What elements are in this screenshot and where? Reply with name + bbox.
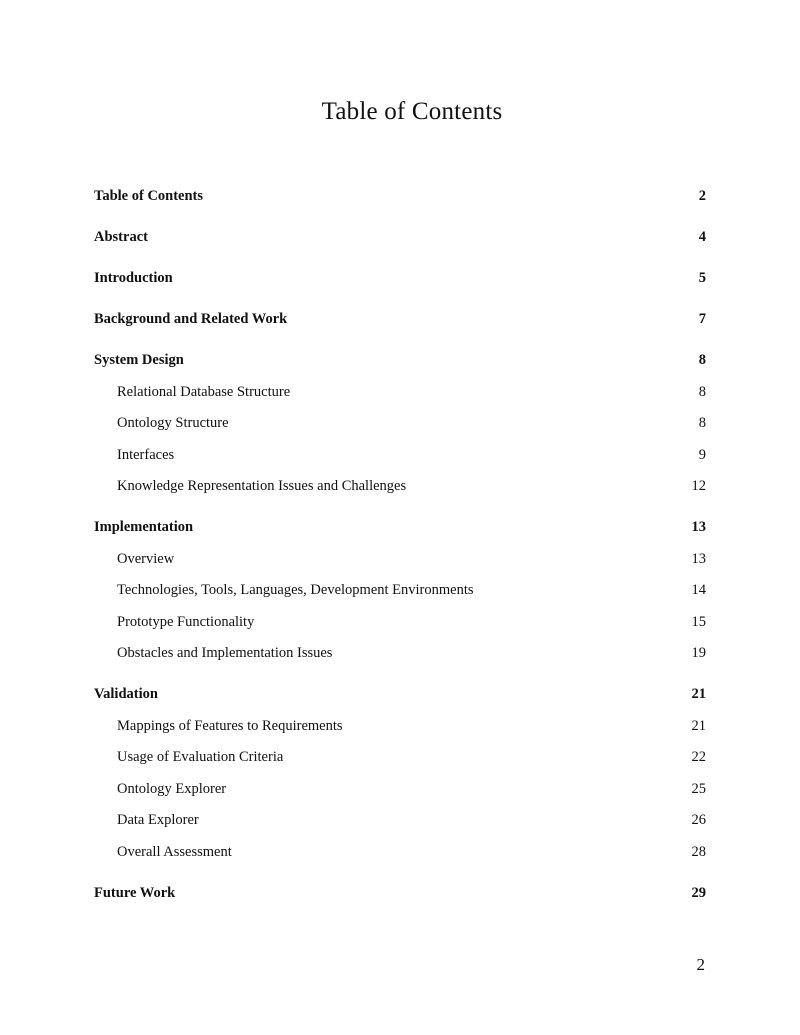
toc-section[interactable]	[94, 185, 706, 207]
toc-entry-page: 8	[698, 383, 706, 400]
toc-entry-label: Interfaces	[117, 446, 175, 463]
toc-section[interactable]	[94, 516, 706, 538]
toc-subsection[interactable]	[94, 778, 706, 800]
toc-entry-label: Abstract	[94, 229, 148, 245]
toc-entry-page: 19	[691, 645, 706, 661]
toc-entry-label: Introduction	[94, 270, 173, 286]
toc-entry-page: 13	[691, 550, 706, 567]
toc-subsection[interactable]	[94, 381, 706, 403]
toc-entry-page: 8	[698, 352, 706, 368]
toc-subsection[interactable]	[94, 475, 706, 497]
toc-subsection[interactable]	[94, 412, 706, 434]
toc-entry-page: 9	[698, 446, 706, 463]
toc-subsection[interactable]	[94, 548, 706, 570]
toc-entry-page: 2	[698, 188, 706, 204]
toc-subsection[interactable]	[94, 642, 706, 664]
toc-entry-label: Usage of Evaluation Criteria	[117, 749, 284, 765]
toc-section[interactable]	[94, 267, 706, 289]
toc-entry-page: 29	[691, 884, 706, 901]
toc-entry-label: Validation	[94, 686, 158, 702]
toc-entry-page: 5	[698, 270, 706, 286]
toc-entry-label: Overview	[117, 550, 175, 567]
page-number: 2	[696, 955, 705, 974]
toc-entry-page: 22	[691, 749, 706, 765]
toc-subsection[interactable]	[94, 579, 706, 601]
toc-entry-label: Implementation	[94, 519, 194, 535]
toc-entry-label: System Design	[94, 352, 184, 368]
toc-subsection[interactable]	[94, 611, 706, 633]
toc-entry-page: 14	[691, 582, 706, 598]
toc-subsection[interactable]	[94, 715, 706, 737]
toc-entry-label: Obstacles and Implementation Issues	[117, 645, 333, 661]
toc-entry-page: 21	[691, 686, 706, 702]
toc-subsection[interactable]	[94, 444, 706, 466]
page-title: Table of Contents	[321, 98, 503, 125]
toc-entry-label: Ontology Explorer	[117, 780, 227, 797]
toc-entry-label: Prototype Functionality	[117, 613, 255, 630]
toc-entry-page: 13	[691, 519, 706, 535]
toc-entry-page: 12	[691, 478, 706, 494]
toc-entry-label: Background and Related Work	[94, 311, 288, 327]
toc-entry-page: 15	[691, 613, 706, 630]
toc-entry-label: Table of Contents	[94, 188, 204, 204]
toc-entry-label: Technologies, Tools, Languages, Development Environments	[117, 582, 474, 598]
toc-subsection[interactable]	[94, 809, 706, 831]
toc-entry-label: Future Work	[94, 884, 176, 901]
toc-entry-page: 28	[691, 843, 706, 860]
toc-entry-page: 4	[698, 229, 706, 245]
toc-entry-label: Relational Database Structure	[117, 383, 291, 400]
toc-entry-label: Overall Assessment	[117, 843, 232, 860]
toc-entry-page: 26	[691, 812, 706, 828]
toc-entry-page: 8	[698, 415, 706, 431]
toc-subsection[interactable]	[94, 841, 706, 863]
toc-section[interactable]	[94, 349, 706, 371]
toc-entry-page: 21	[691, 717, 706, 734]
toc-entry-label: Knowledge Representation Issues and Challenges	[117, 478, 407, 494]
toc-section[interactable]	[94, 308, 706, 330]
toc-entry-page: 7	[698, 311, 706, 327]
toc-section[interactable]	[94, 226, 706, 248]
toc-section[interactable]	[94, 882, 706, 904]
toc-entry-label: Mappings of Features to Requirements	[117, 717, 343, 734]
toc-entry-label: Data Explorer	[117, 812, 199, 828]
toc-section[interactable]	[94, 683, 706, 705]
toc-entry-label: Ontology Structure	[117, 415, 229, 431]
toc-entry-page: 25	[691, 780, 706, 797]
toc-subsection[interactable]	[94, 746, 706, 768]
